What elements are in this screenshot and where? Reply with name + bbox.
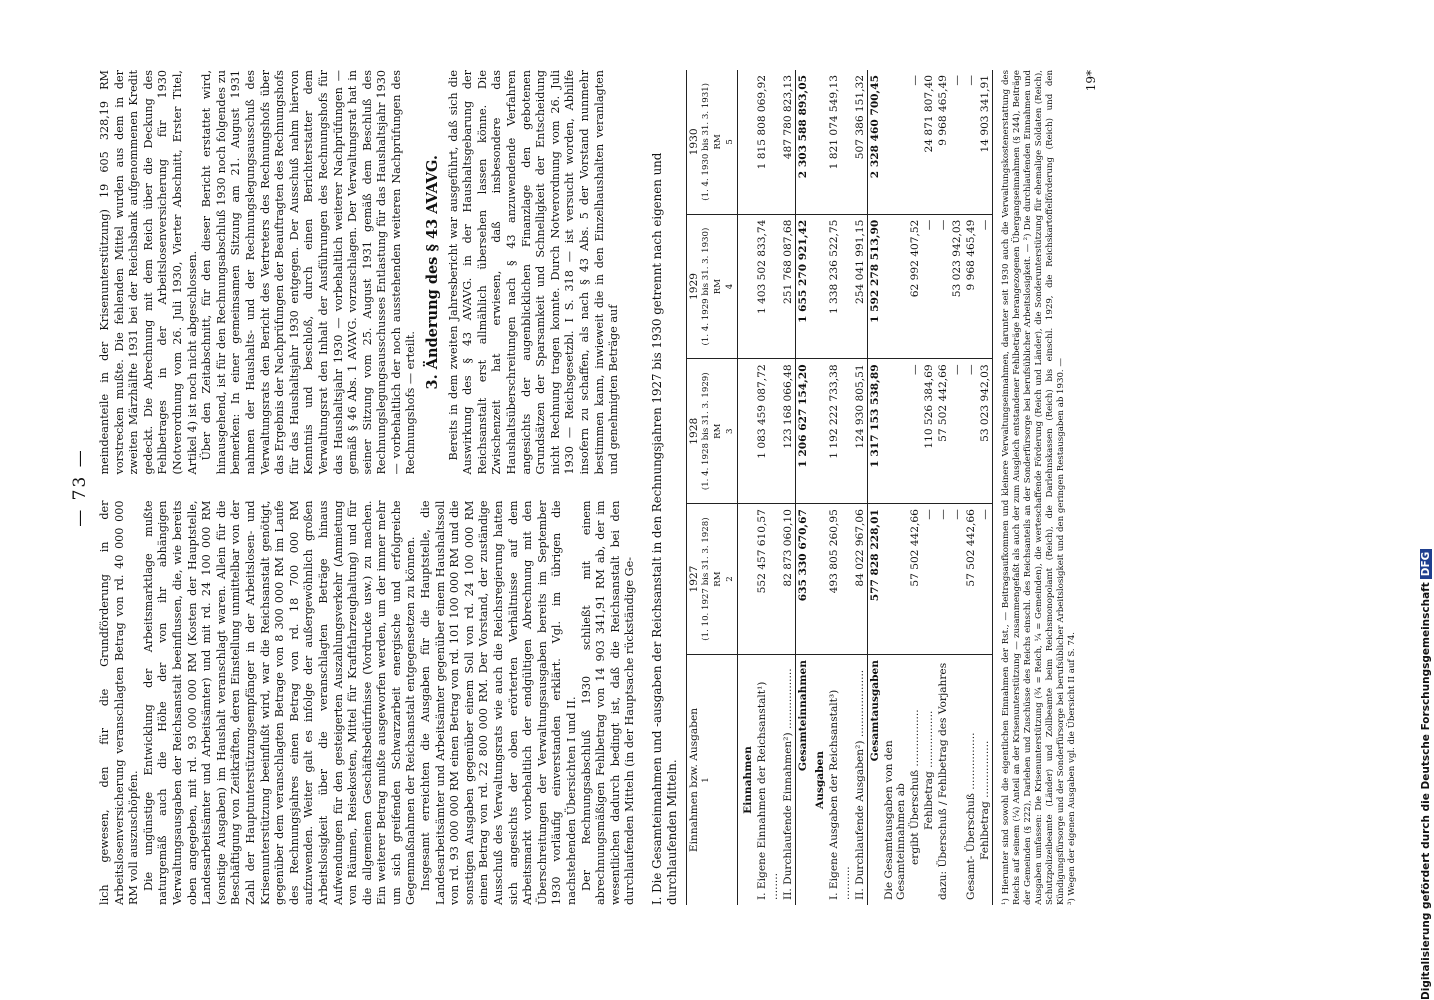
cell: — [936, 214, 950, 359]
header-cell [686, 504, 737, 655]
cell: 1 815 808 069,92 [755, 70, 781, 214]
cell: 251 768 087,68 [781, 214, 796, 359]
footnotes [1001, 70, 1078, 905]
credit-text-wrap [1420, 549, 1432, 1000]
cell: 487 780 823,13 [781, 70, 796, 214]
paragraph: Über den Zeitabschnitt, für den dieser Bericht erstattet wird, hinausgehend, ist für den Rechnungsabschluß 1930 noch folgendes zu bemerken: In einer gemeinsamen Sitzung am 21. August 1931 nahmen der Haushalts- und der Rechnungslegungsausschuß des Verwaltungsrats den Bericht des Vertreters des Rechnungshofs über das Ergebnis der Nachprüfungen der Beauftragten des Rechnungshofs für das Haushaltsjahr 1930 entgegen. Der Ausschuß nahm hiervon Kenntnis und beschloß, durch einen Berichterstatter dem Verwaltungsrat den Inhalt der Ausführungen des Rechnungshofs für das Haushaltsjahr 1930 — vorbehaltlich weiterer Nachprüfungen — gemäß § 46 Abs. 1 AVAVG. vorzuschlagen. Der Verwaltungsrat hat in seiner Sitzung vom 25. August 1931 gemäß dem Beschluß des Rechnungslegungsausschusses Entlastung für das Haushaltsjahr 1930 — vorbehaltlich der noch ausstehenden weiteren Nachprüfungen des Rechnungshofs — erteilt. [200, 70, 418, 475]
text-columns [98, 70, 638, 905]
table-row [853, 70, 868, 905]
cell: 2 328 460 700,45 [867, 70, 882, 214]
header-year: 1929 [687, 273, 700, 301]
table-row [964, 70, 978, 905]
cell: 57 502 442,66 [964, 504, 978, 655]
header-year: 1927 [687, 565, 700, 593]
column-left [98, 501, 638, 906]
cell: — [922, 214, 936, 359]
header-cell [686, 359, 737, 504]
row-label: Fehlbetrag ................. [978, 655, 993, 906]
row-label: Gesamteinnahmen [795, 655, 810, 906]
cell: — [936, 504, 950, 655]
gesamt-sublabel: Überschuß ................. [964, 732, 977, 853]
header-unit: RM [712, 571, 723, 587]
header-num: 1 [700, 777, 711, 783]
dfg-logo: DFG [1420, 549, 1432, 580]
header-year: 1930 [687, 128, 700, 156]
table-row [950, 70, 964, 905]
row-label: Gesamtausgaben [867, 655, 882, 906]
table-row [978, 70, 993, 905]
cell: 14 903 341,91 [978, 70, 993, 214]
table-row [827, 70, 853, 905]
cell: 635 330 670,67 [795, 504, 810, 655]
cell: 493 805 260,95 [827, 504, 853, 655]
row-label: II. Durchlaufende Ausgaben²) .................... [853, 669, 866, 900]
row-label [964, 655, 978, 906]
total-row [867, 70, 882, 905]
cell: — [964, 70, 978, 214]
header-cell [686, 655, 737, 906]
cell: 552 457 610,57 [755, 504, 781, 655]
row-label: II. Durchlaufende Einnahmen²) .................. [781, 668, 794, 900]
footnote: ³) Wegen der eigenen Ausgaben vgl. die Übersicht II auf S. 74. [1066, 631, 1077, 905]
header-range: (1. 4. 1928 bis 31. 3. 1929) [700, 372, 711, 491]
total-row [795, 70, 810, 905]
finance-table [686, 70, 993, 905]
row-label: I. Eigene Einnahmen der Reichsanstalt¹) ........ [755, 681, 780, 900]
cell: 1 317 153 538,89 [867, 359, 882, 504]
paragraph: Bereits in dem zweiten Jahresbericht war ausgeführt, daß sich die Auswirkung des § 43 AVAVG. in der Haushaltsgebarung der Reichsanstalt erst allmählich übersehen lassen könne. Die Zwischenzeit hat erwiesen, daß insbesondere das Haushaltsüberschreitungen nach § 43 anzuwendende Verfahren angesichts der augenblicklichen Finanzlage den gebotenen Grundsätzen der Sparsamkeit und Schnelligkeit der Entscheidung nicht Rechnung tragen konnte. Durch Notverordnung vom 26. Juli 1930 — Reichsgesetzbl. I S. 318 — ist versucht worden, Abhilfe insofern zu schaffen, als nach § 43 Abs. 5 der Vorstand nunmehr bestimmen kann, inwieweit die in den Einzelhaushalten veranlagten und genehmigten Beträge auf [446, 70, 621, 475]
header-unit: RM [712, 423, 723, 439]
cell: 1 592 278 513,90 [867, 214, 882, 359]
cell: 1 403 502 833,74 [755, 214, 781, 359]
cell: 53 023 942,03 [950, 214, 964, 359]
paragraph: Insgesamt erreichten die Ausgaben für die Hauptstelle, die Landesarbeitsämter und Arbeitsämter gegenüber einem Haushaltssoll von rd. 93 000 000 RM einen Betrag von rd. 101 100 000 RM und die sonstigen Ausgaben gegenüber einem Soll von rd. 24 100 000 RM einen Betrag von rd. 22 800 000 RM. Der Vorstand, der zuständige Ausschuß des Verwaltungsrats wie auch die Reichsregierung hatten sich angesichts der oben erörterten Verhältnisse auf dem Arbeitsmarkt vorbehaltlich der endgültigen Abrechnung mit den Überschreitungen der Verwaltungsausgaben bereits im September 1930 vorläufig einverstanden erklärt. Vgl. im übrigen die nachstehenden Übersichten I und II. [419, 500, 578, 905]
header-cell [686, 70, 737, 214]
cell: 57 502 442,66 [908, 504, 922, 655]
group-heading: Ausgaben [813, 751, 826, 810]
section-heading: 3. Änderung des § 43 AVAVG. [424, 155, 442, 390]
header-unit: RM [712, 278, 723, 295]
cell: 82 873 060,10 [781, 504, 796, 655]
row-label: ergibt Überschuß ................. [908, 709, 921, 865]
cell: 577 828 228,01 [867, 504, 882, 655]
header-range: (1. 4. 1930 bis 31. 3. 1931) [700, 82, 711, 201]
cell: — [908, 70, 922, 214]
gesamt-label: Gesamt- [964, 855, 977, 900]
header-num: 4 [724, 283, 735, 290]
cell: 24 871 807,40 [922, 70, 936, 214]
paragraph: meindeanteile in der Krisenunterstützung) 19 605 328,19 RM vorstrecken mußte. Die fehlenden Mittel wurden aus dem in der zweiten Märzhälfte 1931 bei der Reichsbank aufgenommenen Kredit gedeckt. Die Abrechnung mit dem Reich über die Deckung des Fehlbetrages in der Arbeitslosenversicherung für 1930 (Notverordnung vom 26. Juli 1930, Vierter Abschnitt, Erster Titel, Artikel 4) ist noch nicht abgeschlossen. [98, 70, 199, 475]
header-range: (1. 4. 1929 bis 31. 3. 1930) [700, 227, 711, 346]
header-num: 3 [724, 428, 735, 434]
header-unit: RM [712, 134, 723, 150]
cell: 1 821 074 549,13 [827, 70, 853, 214]
column-right [98, 70, 638, 475]
header-label: Einnahmen bzw. Ausgaben [687, 707, 700, 853]
cell: — [978, 504, 993, 655]
cell: 1 338 236 522,75 [827, 214, 853, 359]
digitization-credit [1406, 0, 1434, 1000]
cell: — [950, 504, 964, 655]
row-label: dazu: Überschuß / Fehlbetrag des Vorjahres [936, 662, 949, 900]
cell: 1 083 459 087,72 [755, 359, 781, 504]
cell: 84 022 967,06 [853, 504, 868, 655]
table-row [936, 70, 950, 905]
header-num: 2 [724, 576, 735, 582]
header-num: 5 [724, 139, 735, 145]
header-year: 1928 [687, 417, 700, 445]
compare-label: Die Gesamtausgaben von den Gesamteinnahmen ab [882, 740, 907, 900]
cell: 2 303 588 893,05 [795, 70, 810, 214]
signature-mark: 19* [1083, 70, 1098, 92]
cell: 62 992 407,52 [908, 214, 922, 359]
cell: 507 386 151,32 [853, 70, 868, 214]
cell: 254 041 991,15 [853, 214, 868, 359]
cell: 110 526 384,69 [922, 359, 936, 504]
header-range: (1. 10. 1927 bis 31. 3. 1928) [700, 517, 711, 641]
cell: 123 168 066,48 [781, 359, 796, 504]
row-label: Fehlbetrag ................. [922, 710, 935, 830]
paragraph: Der Rechnungsabschluß 1930 schließt mit einem abrechnungsmäßigen Fehlbetrag von 14 903 341,91 RM ab, der im wesentlichen dadurch bedingt ist, daß die Reichsanstalt bei den durchlaufenden Mitteln (in der Hauptsache rückständige Ge- [579, 500, 637, 905]
cell: — [964, 359, 978, 504]
cell: — [978, 214, 993, 359]
cell: — [950, 359, 964, 504]
table-row [755, 70, 781, 905]
cell: 1 192 222 733,38 [827, 359, 853, 504]
cell: 1 655 270 921,42 [795, 214, 810, 359]
header-cell [686, 214, 737, 359]
cell: 9 968 465,49 [936, 70, 950, 214]
group-heading: Einnahmen [741, 746, 754, 814]
paragraph: lich gewesen, den für die Grundförderung in der Arbeitslosenversicherung veranschlagten Betrag von rd. 40 000 000 RM voll auszuschöpfen. [98, 500, 141, 905]
table-row [908, 70, 922, 905]
cell: 1 206 627 154,20 [795, 359, 810, 504]
cell: 53 023 942,03 [978, 359, 993, 504]
cell: 9 968 465,49 [964, 214, 978, 359]
row-label: I. Eigene Ausgaben der Reichsanstalt³) .......... [827, 689, 852, 900]
cell: — [908, 359, 922, 504]
footnote: ¹) Hierunter sind sowohl die eigentlichen Einnahmen der Rst., — Beitragsaufkommen und kleinere Verwaltungseinnahmen, darunter seit 1930 auch die Verwaltungskostenerstattung des Reichs auf seinem (¼) Anteil an der Krisenunterstützung — zusammengefaßt als auch der zum Ausgleich entstandener Fehlbeträge herangezogenen Übergangseinnahmen (§ 244), Beiträge der Gemeinden (§ 222), Darlehen und Zuschüsse des Reichs einschl. des Reichsanteils an der Sonderfürsorge bei berufsüblicher Arbeitslosigkeit. — ²) Die durchlaufenden Einnahmen und Ausgaben umfassen: Die Krisenunterstützung (¾ = Reich, ¼ = Gemeinden), die werteschaffende Förderung (Reich und Länder), die Sonderunterstützung für ehemalige Soldaten (Reich), Schutzpolizeibeamte (Länder) und Zollbeamte beim Reichsmonopolamt (Reich), die Darlehnskassen (Reich) bis einschl. 1929, die Reichskartoffelförderung (Reich) und den Kündigungsfürsorge und der Sonderfürsorge bei berufsüblicher Arbeitslosigkeit und den geringen Restausgaben ab 1930. — [1000, 70, 1066, 905]
page-number: — 73 — [70, 448, 90, 527]
paragraph: Die ungünstige Entwicklung der Arbeitsmarktlage mußte naturgemäß auch die Höhe der von ihr abhängigen Verwaltungsausgaben der Reichsanstalt beeinflussen, die, wie bereits oben angegeben, mit rd. 93 000 000 RM (Kosten der Hauptstelle, Landesarbeitsämter und Arbeitsämter) und mit rd. 24 100 000 RM (sonstige Ausgaben) im Haushalt veranschlagt waren. Allein für die Beschäftigung von Zeitkräften, deren Einstellung unmittelbar von der Zahl der Hauptunterstützungsempfänger in der Arbeitslosen- und Krisenunterstützung beeinflußt wird, war die Reichsanstalt genötigt, gegenüber dem veranschlagten Betrage von 8 300 000 RM im Laufe des Rechnungsjahres einen Betrag von rd. 18 700 000 RM aufzuwenden. Weiter galt es infolge der außergewöhnlich großen Arbeitslosigkeit über die veranschlagten Beträge hinaus Aufwendungen für den gesteigerten Auszahlungsverkehr (Anmietung von Räumen, Reisekosten, Mittel für Kraftfahrzeughaltung) und für die allgemeinen Geschäftsbedürfnisse (Vordrucke usw.) zu machen. Ein weiterer Betrag mußte ausgeworfen werden, um der immer mehr um sich greifenden Schwarzarbeit energische und erfolgreiche Gegenmaßnahmen der Reichsanstalt entgegensetzen zu können. [141, 500, 418, 905]
table-title: I. Die Gesamteinnahmen und -ausgaben der Reichsanstalt in den Rechnungsjahren 1927 bis 1930 getrennt nach eigenen und durchlaufenden Mitteln. [649, 152, 679, 905]
cell: 57 502 442,66 [936, 359, 950, 504]
cell: 124 930 805,51 [853, 359, 868, 504]
table-row [922, 70, 936, 905]
cell: — [922, 504, 936, 655]
table-row [781, 70, 796, 905]
cell: — [950, 70, 964, 214]
credit-text: Digitalisierung gefördert durch die Deutsche Forschungsgemeinschaft [1420, 582, 1432, 1000]
